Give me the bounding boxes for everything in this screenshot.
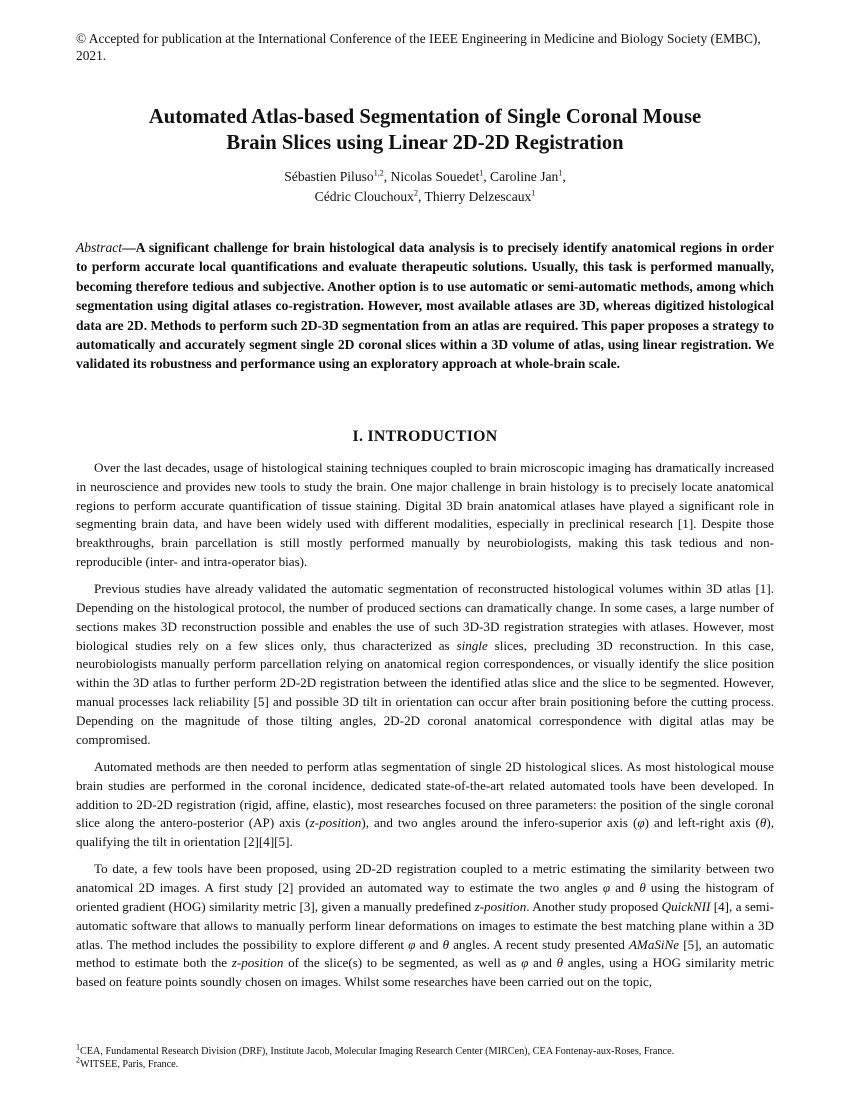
title-line-1: Automated Atlas-based Segmentation of Single Coronal Mouse: [148, 106, 702, 128]
author-line-2: Cédric Clouchoux$^2$, Thierry Delzescaux$^1$: [314, 188, 536, 204]
paragraph-1: Over the last decades, usage of histological staining techniques coupled to brain microscopic imaging has dramatically increased in neuroscience and provides new tools to study the brain. One major challenge in brain histology is to precisely locate anatomical regions to perform accurate quantification of tissue staining. Digital 3D brain anatomical atlases have played a significant role in segmenting brain data, and have been widely used with different modalities, especially in preclinical research [1]. Despite those breakthroughs, brain parcellation is still mostly performed manually by neurobiologists, making this task tedious and non-reproducible (inter- and intra-operator bias).: [76, 460, 774, 569]
affiliation-mark: 1,2: [373, 168, 384, 178]
section-heading-introduction: I. INTRODUCTION: [352, 428, 498, 445]
author-name: Caroline Jan: [490, 169, 559, 184]
affiliation-mark: 2: [413, 188, 418, 198]
affiliation-mark: 1: [479, 168, 484, 178]
footnotes: [76, 1042, 776, 1072]
abstract-text: —A significant challenge for brain histological data analysis is to precisely identify anatomical regions in order to perform accurate local quantifications and evaluate therapeutic solutions. Usually, this task is performed manually, becoming therefore tedious and subjective. Another option is to use automatic or semi-automatic methods, among which segmentation using digital atlases co-registration. However, most available atlases are 3D, whereas digitized histological data are 2D. Methods to perform such 2D-3D segmentation from an atlas are required. This paper proposes a strategy to automatically and accurately segment single 2D coronal slices within a 3D volume of atlas, using linear registration. We validated its robustness and performance using an exploratory approach at whole-brain scale.: [76, 240, 774, 372]
abstract: [76, 238, 774, 374]
introduction-body: [76, 459, 774, 1001]
author-line-1: Sébastien Piluso$^{1,2}$, Nicolas Souedet$^1$, Caroline Jan$^1$,: [284, 168, 566, 184]
paragraph-4: To date, a few tools have been proposed, using 2D-2D registration coupled to a metric estimating the similarity between two anatomical 2D images. A first study [2] provided an automated way to estimate the two angles φ and θ using the histogram of oriented gradient (HOG) similarity metric [3], given a manually predefined z-position. Another study proposed QuickNII [4], a semi-automatic software that allows to manually perform linear deformations on images to estimate the best matching plane within a 3D atlas. The method includes the possibility to explore different φ and θ angles. A recent study presented AMaSiNe [5], an automatic method to estimate both the z-position of the slice(s) to be segmented, as well as φ and θ angles, using a HOG similarity metric based on feature points soundly chosen on images. Whilst some researches have been carried out on the topic,: [76, 861, 774, 990]
author-list: [76, 167, 774, 207]
abstract-label: Abstract: [76, 240, 123, 255]
affiliation-mark: 1: [531, 188, 536, 198]
footnote-2: $^2$WITSEE, Paris, France.: [76, 1056, 179, 1071]
author-name: Nicolas Souedet: [390, 169, 480, 184]
author-name: Cédric Clouchoux: [314, 189, 414, 204]
publication-notice: © Accepted for publication at the International Conference of the IEEE Engineering in Medicine and Biology Society (EMBC), 2021.: [76, 31, 761, 63]
author-name: Sébastien Piluso: [284, 169, 374, 184]
author-name: Thierry Delzescaux: [424, 189, 532, 204]
paper-title: [76, 104, 774, 156]
affiliation-mark: 1: [558, 168, 563, 178]
paragraph-2: Previous studies have already validated the automatic segmentation of reconstructed histological volumes within 3D atlas [1]. Depending on the histological protocol, the number of produced sections can dramatically change. In some cases, a large number of sections makes 3D reconstruction possible and enables the use of such 3D-3D registration strategies with atlases. However, most biological studies rely on a few slices only, thus characterized as single slices, precluding 3D reconstruction. In this case, neurobiologists manually perform parcellation relying on anatomical region correspondences, or visually identify the slice position within the 3D atlas to further perform 2D-2D registration between the identified atlas slice and the slice to be segmented. However, manual processes lack reliability [5] and possible 3D tilt in orientation can occur after brain positioning before the cutting process. Depending on the magnitude of those tilting angles, 2D-2D coronal anatomical correspondence with digital atlas may be compromised.: [76, 581, 775, 747]
paragraph-3: Automated methods are then needed to perform atlas segmentation of single 2D histological slices. As most histological mouse brain studies are performed in the coronal incidence, dedicated state-of-the-art related automated tools have been developed. In addition to 2D-2D registration (rigid, affine, elastic), most researches focused on three parameters: the position of the single coronal slice along the antero-posterior (AP) axis (z-position), and two angles around the infero-superior axis (φ) and left-right axis (θ), qualifying the tilt in orientation [2][4][5].: [76, 758, 774, 850]
footnote-1: $^1$CEA, Fundamental Research Division (DRF), Institute Jacob, Molecular Imaging Research Center (MIRCen), CEA Fontenay-aux-Roses, France.: [76, 1042, 675, 1057]
title-line-2: Brain Slices using Linear 2D-2D Registration: [226, 132, 624, 154]
